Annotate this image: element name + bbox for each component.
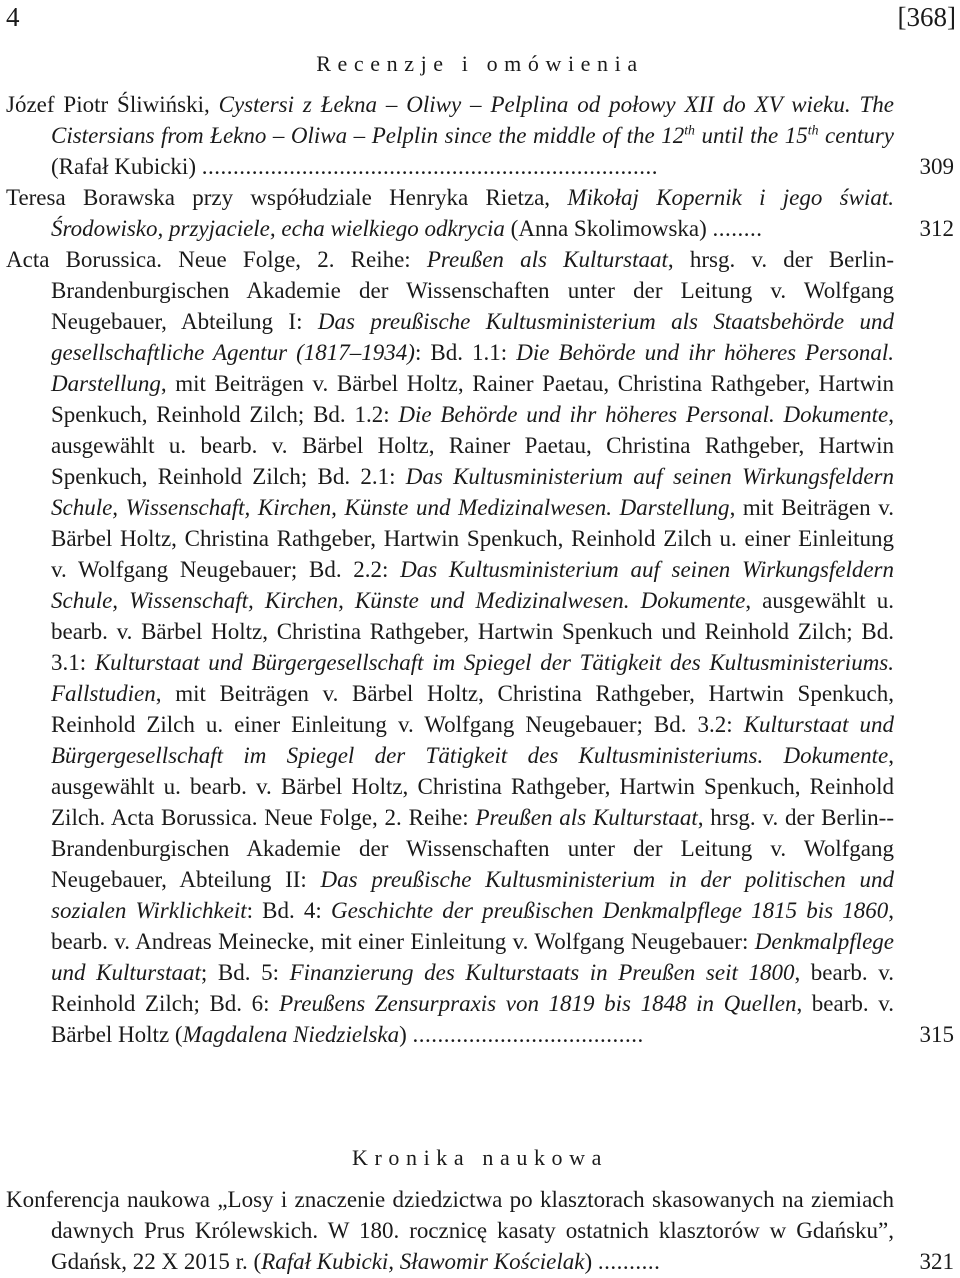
page-number: 4 [6,2,20,32]
section-heading-reviews: Recenzje i omówienia [316,51,644,76]
toc-page-number: 309 [919,154,954,179]
toc-list-reviews [6,89,954,1050]
toc-page-number: 321 [919,1249,954,1274]
toc-entry: Acta Borussica. Neue Folge, 2. Reihe: Preußen als Kulturstaat, hrsg. v. der Berlin-Brandenburgischen Akademie der Wissenschaften unter der Leitung v. Wolfgang Neugebauer, Abteilung I: Das preußische Kultusministerium als Staatsbehörde und gesellschaftliche Agentur (1817–1934): Bd. 1.1: Die Behörde und ihr höheres Personal. Darstellung, mit Beiträgen v. Bärbel Holtz, Rainer Paetau, Christina Rathgeber, Hartwin Spenkuch, Reinhold Zilch; Bd. 1.2: Die Behörde und ihr höheres Personal. Dokumente, ausgewählt u. bearb. v. Bärbel Holtz, Rainer Paetau, Christina Rathgeber, Hartwin Spenkuch, Reinhold Zilch; Bd. 2.1: Das Kultusministerium auf seinen Wirkungsfeldern Schule, Wissenschaft, Kirchen, Künste und Medizinalwesen. Darstellung, mit Beiträgen v. Bärbel Holtz, Christina Rathgeber, Hartwin Spenkuch, Reinhold Zilch u. einer Einleitung v. Wolfgang Neugebauer; Bd. 2.2: Das Kultusministerium auf seinen Wirkungsfeldern Schule, Wissenschaft, Kirchen, Künste und Medizinalwesen. Dokumente, ausgewählt u. bearb. v. Bärbel Holtz, Christina Rathgeber, Hartwin Spenkuch und Reinhold Zilch; Bd. 3.1: Kulturstaat und Bürgergesellschaft im Spiegel der Tätigkeit des Kultusministeriums. Fallstudien, mit Beiträgen v. Bärbel Holtz, Christina Rathgeber, Hartwin Spenkuch, Reinhold Zilch u. einer Einleitung v. Wolfgang Neugebauer; Bd. 3.2: Kulturstaat und Bürgergesellschaft im Spiegel der Tätigkeit des Kultusministeriums. Dokumente, ausgewählt u. bearb. v. Bärbel Holtz, Christina Rathgeber, Hartwin Spenkuch, Reinhold Zilch. Acta Borussica. Neue Folge, 2. Reihe: Preußen als Kulturstaat, hrsg. v. der Berlin--Brandenburgischen Akademie der Wissenschaften unter der Leitung v. Wolfgang Neugebauer, Abteilung II: Das preußische Kultusministerium in der politischen und sozialen Wirklichkeit: Bd. 4: Geschichte der preußischen Denkmalpflege 1815 bis 1860, bearb. v. Andreas Meinecke, mit einer Einleitung v. Wolfgang Neugebauer: Denkmalpflege und Kulturstaat; Bd. 5: Finanzierung des Kulturstaats in Preußen seit 1800, bearb. v. Reinhold Zilch; Bd. 6: Preußens Zensurpraxis von 1819 bis 1848 in Quellen, bearb. v. Bärbel Holtz (Magdalena Niedzielska) ..................................... 315 [6,244,954,1050]
toc-entry: Konferencja naukowa „Losy i znaczenie dziedzictwa po klasztorach skasowanych na ziemiach dawnych Prus Królewskich. W 180. rocznicę kasaty ostatnich klasztorów w Gdańsku”, Gdańsk, 22 X 2015 r. (Rafał Kubicki, Sławomir Kościelak) .......... 321 [6,1184,954,1277]
toc-page-number: 312 [919,216,954,241]
section-heading-chronicle: Kronika naukowa [351,1145,608,1170]
toc-entry: Teresa Borawska przy współudziale Henryka Rietza, Mikołaj Kopernik i jego świat. Środowisko, przyjaciele, echa wielkiego odkrycia (Anna Skolimowska) ........ 312 [6,182,954,244]
toc-page-number: 315 [919,1022,954,1047]
bracketed-page-ref: [368] [897,2,956,32]
toc-entry: Józef Piotr Śliwiński, Cystersi z Łekna – Oliwy – Pelplina od połowy XII do XV wieku. The Cistersians from Łekno – Oliwa – Pelplin since the middle of the 12th until the 15th century (Rafał Kubicki) ......................................................................... 309 [6,89,954,182]
toc-list-chronicle [6,1184,954,1277]
